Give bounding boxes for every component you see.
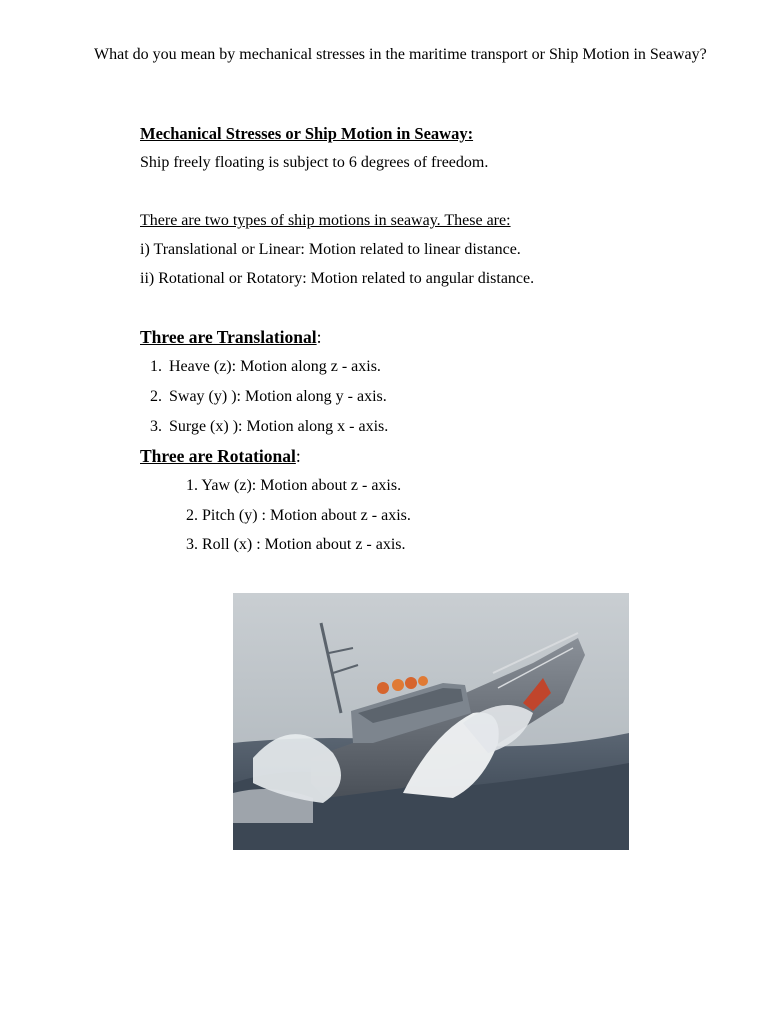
rotational-heading-label: Three are Rotational <box>140 446 296 466</box>
list-item-number: 2. <box>150 388 162 405</box>
list-item: 1. Yaw (z): Motion about z - axis. <box>186 477 402 494</box>
list-item-text: Sway (y) ): Motion along y - axis. <box>169 388 387 405</box>
translational-heading <box>140 327 322 347</box>
list-item <box>140 387 387 407</box>
rotational-heading <box>140 446 301 466</box>
list-item-number: 3. <box>150 418 162 435</box>
ship-photo <box>233 593 629 850</box>
rotational-heading-colon: : <box>295 446 301 466</box>
type-rotational: ii) Rotational or Rotatory: Motion related to angular distance. <box>140 270 535 287</box>
translational-heading-label: Three are Translational <box>140 327 317 347</box>
translational-heading-colon: : <box>316 327 322 347</box>
types-intro: There are two types of ship motions in seaway. These are: <box>140 212 511 229</box>
list-item-text: Surge (x) ): Motion along x - axis. <box>169 418 389 435</box>
question-text: What do you mean by mechanical stresses in the maritime transport or Ship Motion in Seaway? <box>94 46 707 63</box>
list-item-text: Heave (z): Motion along z - axis. <box>169 358 381 375</box>
list-item-number: 1. <box>150 358 162 375</box>
section-heading: Mechanical Stresses or Ship Motion in Seaway: <box>140 124 474 143</box>
list-item: 3. Roll (x) : Motion about z - axis. <box>186 536 406 553</box>
list-item <box>140 357 381 377</box>
type-translational: i) Translational or Linear: Motion related to linear distance. <box>140 241 521 258</box>
list-item: 2. Pitch (y) : Motion about z - axis. <box>186 507 411 524</box>
list-item <box>140 417 388 437</box>
intro-text: Ship freely floating is subject to 6 degrees of freedom. <box>140 154 489 171</box>
